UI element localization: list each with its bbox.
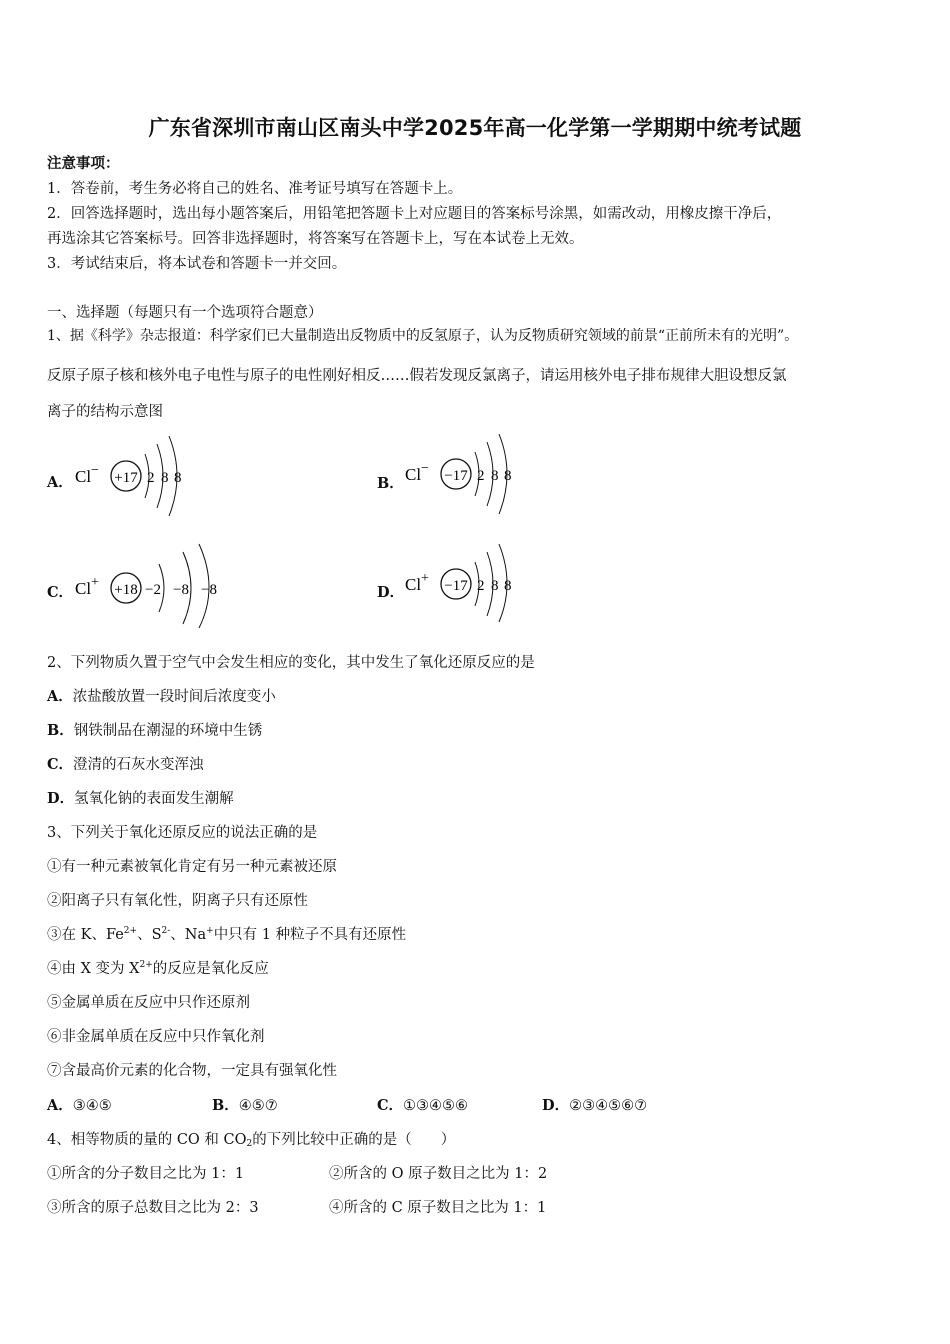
q4-item-2: ②所含的 O 原子数目之比为 1：2 bbox=[329, 1166, 548, 1182]
q1-option-d-label[interactable]: D． bbox=[377, 584, 405, 601]
nucleus-charge: −17 bbox=[444, 578, 468, 594]
section-heading: 一、选择题（每题只有一个选项符合题意） bbox=[47, 305, 323, 321]
shell-2-electrons: 8 bbox=[161, 470, 169, 486]
q2-option-b[interactable] bbox=[47, 719, 262, 740]
q3-option-d[interactable]: D．②③④⑤⑥⑦ bbox=[542, 1097, 648, 1114]
q1-option-b-diagram[interactable] bbox=[405, 430, 535, 516]
option-text: 钢铁制品在潮湿的环境中生锈 bbox=[73, 723, 263, 739]
q1-option-c-label[interactable]: C． bbox=[47, 584, 74, 601]
note-1: 1．答卷前，考生务必将自己的姓名、准考证号填写在答题卡上。 bbox=[47, 181, 463, 197]
q3-stem: 3、下列关于氧化还原反应的说法正确的是 bbox=[47, 825, 318, 841]
q3-option-c[interactable]: C．①③④⑤⑥ bbox=[377, 1097, 469, 1114]
q1-stem-line2: 反原子原子核和核外电子电性与原子的电性刚好相反……假若发现反氯离子，请运用核外电子排布规律大胆设想反氯 bbox=[47, 368, 787, 384]
q4-item-1: ①所含的分子数目之比为 1：1 bbox=[47, 1166, 245, 1182]
option-text: 氢氧化钠的表面发生潮解 bbox=[74, 791, 234, 807]
q4-item-3: ③所含的原子总数目之比为 2：3 bbox=[47, 1200, 259, 1216]
q2-stem: 2、下列物质久置于空气中会发生相应的变化，其中发生了氧化还原反应的是 bbox=[47, 655, 535, 671]
notes-heading: 注意事项： bbox=[47, 155, 120, 172]
q1-option-a-diagram[interactable] bbox=[75, 432, 205, 518]
shell-2-electrons: 8 bbox=[491, 468, 499, 484]
option-text: 澄清的石灰水变浑浊 bbox=[73, 757, 204, 773]
q1-stem-line3: 离子的结构示意图 bbox=[47, 404, 163, 420]
q3-statement-6: ⑥非金属单质在反应中只作氧化剂 bbox=[47, 1029, 265, 1045]
q3-statement-3: ③在 K、$Fe^{2+}$、$S^{2-}$、Na+中只有 1 种粒子不具有还原性 bbox=[47, 926, 407, 943]
q4-item-4: ④所含的 C 原子数目之比为 1：1 bbox=[329, 1200, 547, 1216]
q4-stem: 4、相等物质的量的 CO 和 $CO_2$的下列比较中正确的是（ ） bbox=[47, 1132, 456, 1149]
q1-option-d-diagram[interactable] bbox=[405, 538, 535, 624]
option-label: C． bbox=[47, 756, 74, 773]
shell-1-electrons: 2 bbox=[147, 470, 155, 486]
ion-symbol: Cl bbox=[405, 575, 422, 594]
ion-charge: − bbox=[91, 463, 99, 478]
q1-option-a-label[interactable]: A． bbox=[47, 474, 73, 491]
q3-statement-7: ⑦含最高价元素的化合物，一定具有强氧化性 bbox=[47, 1063, 337, 1079]
option-label: A． bbox=[47, 688, 73, 705]
shell-3-electrons: 8 bbox=[174, 470, 182, 486]
q3-option-b[interactable]: B．④⑤⑦ bbox=[212, 1097, 278, 1114]
ion-symbol: Cl bbox=[75, 579, 92, 598]
q3-statement-4: ④由 X 变为 $X^{2+}$的反应是氧化反应 bbox=[47, 960, 269, 977]
page-title: 广东省深圳市南山区南头中学2025年高一化学第一学期期中统考试题 bbox=[148, 116, 802, 140]
shell-3-electrons: 8 bbox=[504, 468, 512, 484]
q3-statement-5: ⑤金属单质在反应中只作还原剂 bbox=[47, 995, 250, 1011]
ion-symbol: Cl bbox=[75, 467, 92, 486]
option-text: 浓盐酸放置一段时间后浓度变小 bbox=[72, 689, 276, 705]
nucleus-charge: −17 bbox=[444, 468, 468, 484]
shell-2-electrons: 8 bbox=[491, 578, 499, 594]
option-label: D． bbox=[47, 790, 75, 807]
ion-charge: + bbox=[421, 571, 429, 586]
q3-statement-2: ②阳离子只有氧化性，阴离子只有还原性 bbox=[47, 893, 308, 909]
q1-option-c-diagram[interactable] bbox=[75, 540, 235, 630]
ion-charge: − bbox=[421, 461, 429, 476]
note-3: 3．考试结束后，将本试卷和答题卡一并交回。 bbox=[47, 256, 347, 272]
q3-statement-1: ①有一种元素被氧化肯定有另一种元素被还原 bbox=[47, 859, 337, 875]
shell-1-electrons: 2 bbox=[477, 468, 485, 484]
ion-symbol: Cl bbox=[405, 465, 422, 484]
shell-2-electrons: −8 bbox=[173, 582, 189, 598]
q3-option-a[interactable]: A．③④⑤ bbox=[47, 1097, 112, 1114]
shell-3-electrons: 8 bbox=[504, 578, 512, 594]
ion-charge: + bbox=[91, 575, 99, 590]
nucleus-charge: +17 bbox=[114, 470, 138, 486]
option-label: B． bbox=[47, 722, 74, 739]
shell-1-electrons: −2 bbox=[145, 582, 161, 598]
nucleus-charge: +18 bbox=[114, 582, 138, 598]
shell-3-electrons: −8 bbox=[201, 582, 217, 598]
note-2a: 2．回答选择题时，选出每小题答案后，用铅笔把答题卡上对应题目的答案标号涂黑，如需改动，用橡皮擦干净后， bbox=[47, 206, 782, 222]
q2-option-a[interactable] bbox=[47, 685, 276, 706]
shell-1-electrons: 2 bbox=[477, 578, 485, 594]
q1-stem-line1: 1、据《科学》杂志报道：科学家们已大量制造出反物质中的反氢原子，认为反物质研究领域的前景“正前所未有的光明”。 bbox=[47, 328, 799, 344]
q1-option-b-label[interactable]: B． bbox=[377, 475, 404, 492]
q2-option-d[interactable] bbox=[47, 787, 234, 808]
note-2b: 再选涂其它答案标号。回答非选择题时，将答案写在答题卡上，写在本试卷上无效。 bbox=[47, 231, 584, 247]
q2-option-c[interactable] bbox=[47, 753, 204, 774]
